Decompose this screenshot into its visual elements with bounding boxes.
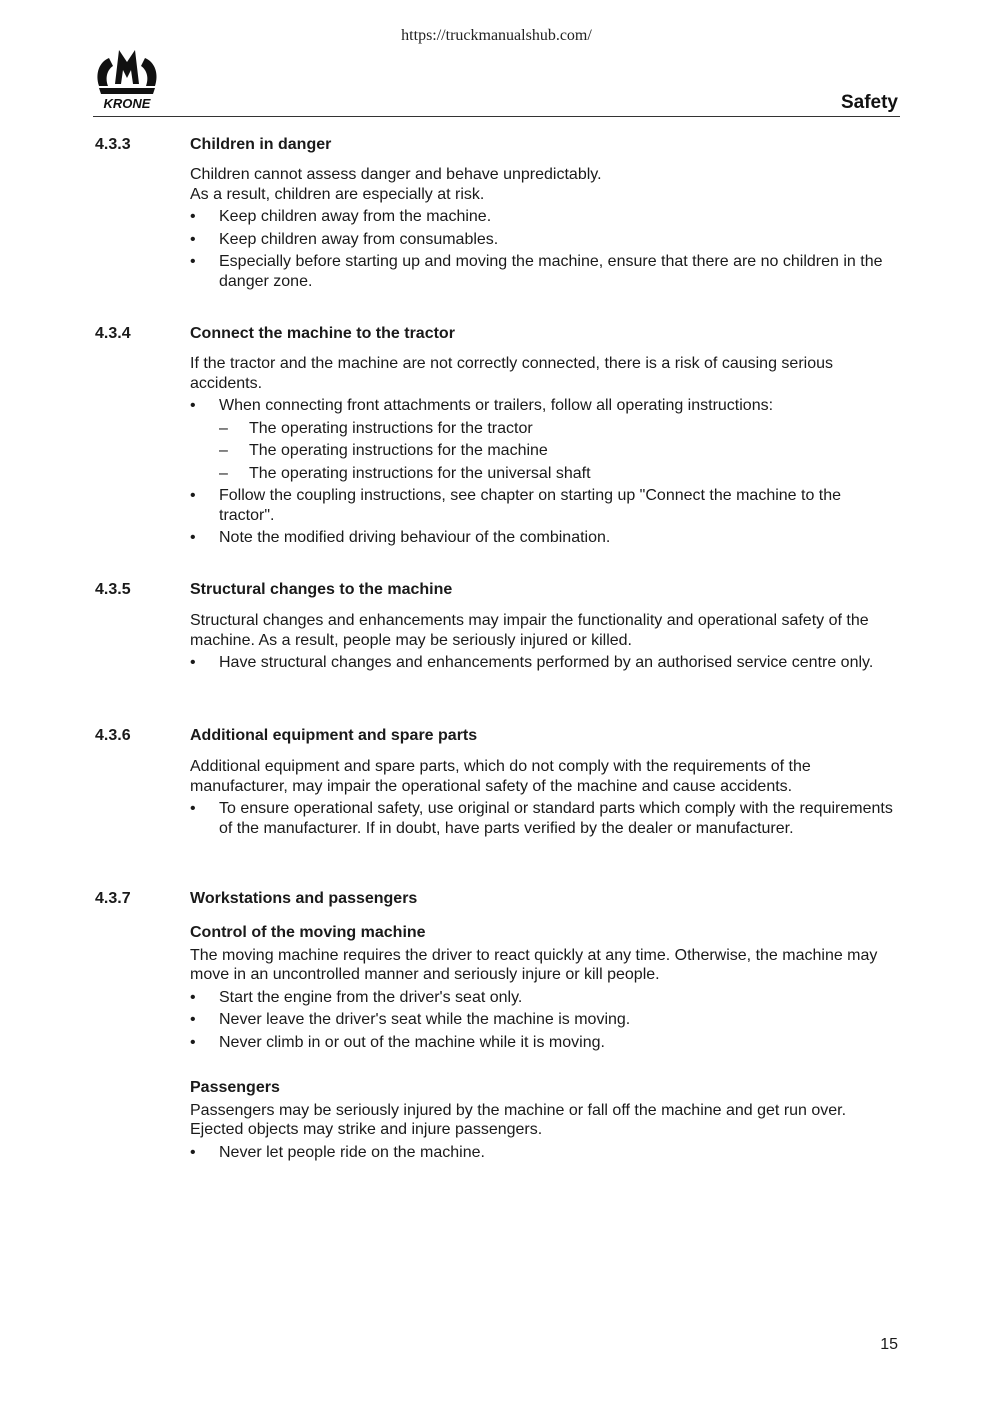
section-heading: Connect the machine to the tractor (190, 325, 455, 342)
list-item: • Have structural changes and enhancements performed by an authorised service centre only. (190, 653, 900, 673)
section-number: 4.3.6 (95, 727, 131, 744)
section-body (190, 354, 900, 548)
list-item: • Start the engine from the driver's seat only. (190, 988, 900, 1008)
section-heading: Additional equipment and spare parts (190, 727, 478, 744)
list-item: • Especially before starting up and moving the machine, ensure that there are no children in the danger zone. (190, 252, 900, 291)
list-item: • Follow the coupling instructions, see chapter on starting up "Connect the machine to the tractor". (190, 486, 900, 525)
section-body (190, 757, 900, 838)
section-heading: Workstations and passengers (190, 890, 418, 907)
list-item: • Never let people ride on the machine. (190, 1143, 900, 1163)
paragraph: The moving machine requires the driver to react quickly at any time. Otherwise, the machine may move in an uncontrolled manner and seriously injure or kill people. (190, 946, 878, 983)
list-item: • Keep children away from consumables. (190, 230, 900, 250)
dash-item: – The operating instructions for the machine (190, 441, 900, 461)
paragraph: Passengers may be seriously injured by the machine or fall off the machine and get run over. Ejected objects may strike and injure passengers. (190, 1101, 847, 1138)
section-number: 4.3.4 (95, 325, 131, 342)
paragraph: Additional equipment and spare parts, which do not comply with the requirements of the manufacturer, may impair the operational safety of the machine and cause accidents. (190, 758, 811, 795)
section-body (190, 165, 900, 291)
list-item: • Never climb in or out of the machine while it is moving. (190, 1033, 900, 1053)
paragraph: Children cannot assess danger and behave unpredictably. (190, 166, 602, 183)
bullet-list (190, 1143, 900, 1163)
svg-text:KRONE: KRONE (103, 96, 151, 111)
list-item: • Keep children away from the machine. (190, 207, 900, 227)
section-number: 4.3.7 (95, 890, 131, 907)
subsection-passengers (190, 1078, 900, 1162)
bullet-list (190, 799, 900, 838)
paragraph: As a result, children are especially at risk. (190, 185, 485, 203)
section-number: 4.3.5 (95, 581, 131, 598)
section-body (190, 611, 900, 673)
bullet-list (190, 396, 900, 548)
list-item: • To ensure operational safety, use original or standard parts which comply with the requirements of the manufacturer. If in doubt, have parts verified by the dealer or manufacturer. (190, 799, 900, 838)
section-heading: Structural changes to the machine (190, 581, 453, 598)
bullet-list (190, 653, 900, 673)
source-url: https://truckmanualshub.com/ (401, 27, 592, 44)
bullet-list (190, 207, 900, 291)
section-heading: Children in danger (190, 136, 332, 153)
bullet-list (190, 988, 900, 1053)
dash-item: – The operating instructions for the universal shaft (190, 464, 900, 484)
paragraph: If the tractor and the machine are not correctly connected, there is a risk of causing serious accidents. (190, 355, 833, 392)
section-number: 4.3.3 (95, 136, 131, 153)
header-divider (93, 116, 900, 117)
subsection-heading: Passengers (190, 1079, 280, 1096)
dash-item: – The operating instructions for the tractor (190, 419, 900, 439)
krone-logo (93, 44, 161, 112)
chapter-title: Safety (840, 92, 898, 113)
subsection-control (190, 923, 900, 1052)
list-item: • Note the modified driving behaviour of the combination. (190, 528, 900, 548)
list-item: • Never leave the driver's seat while the machine is moving. (190, 1010, 900, 1030)
paragraph: Structural changes and enhancements may impair the functionality and operational safety of the machine. As a result, people may be seriously injured or killed. (190, 612, 869, 649)
subsection-heading: Control of the moving machine (190, 924, 426, 941)
page-number: 15 (880, 1336, 898, 1353)
list-item: • When connecting front attachments or trailers, follow all operating instructions: (190, 396, 900, 416)
